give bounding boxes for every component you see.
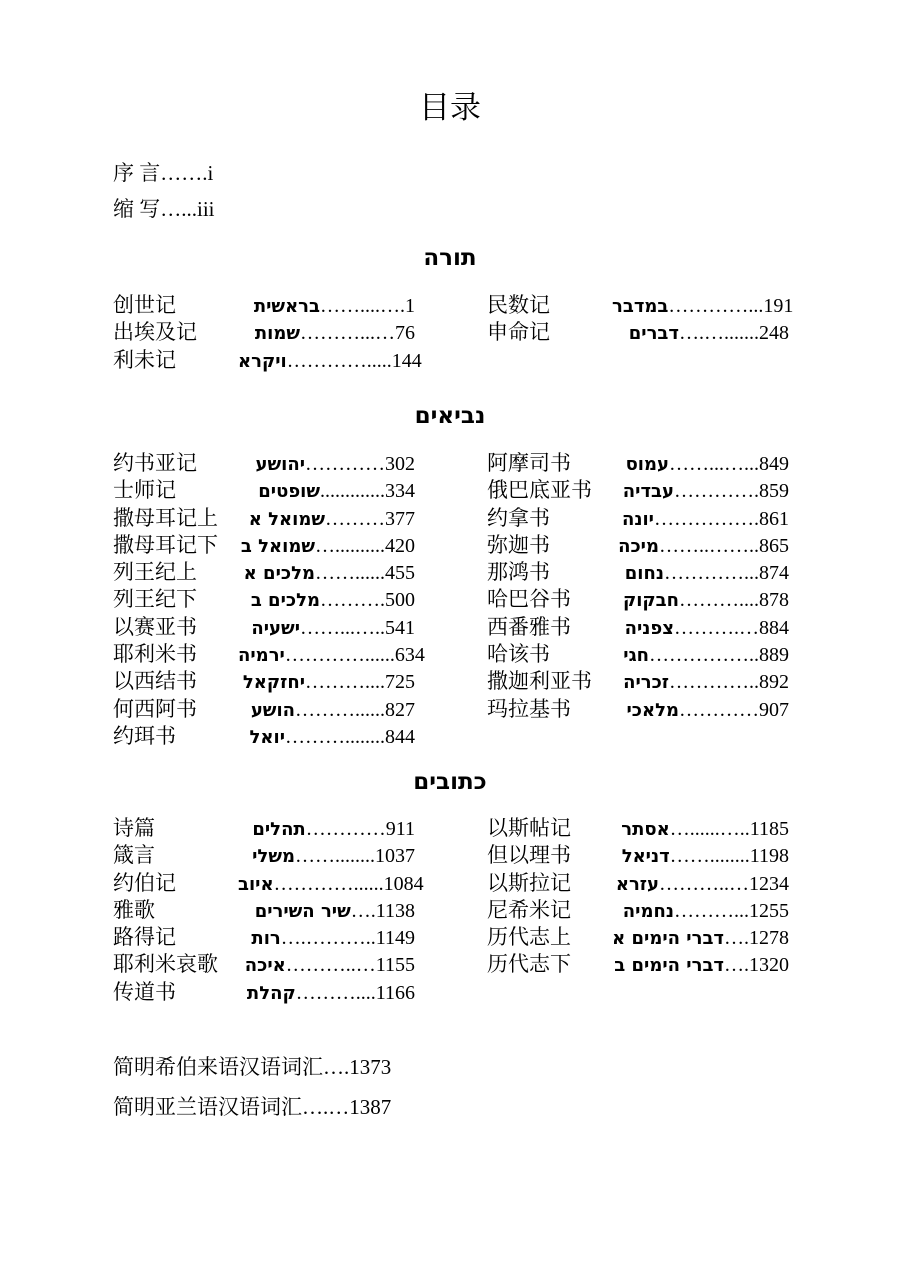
book-name-hebrew: שמואל א <box>248 508 325 530</box>
toc-entry[interactable] <box>113 641 425 668</box>
leader-dots: ……...….. <box>300 616 385 639</box>
book-name-chinese: 弥迦书 <box>487 532 550 557</box>
book-name-hebrew: מלאכי <box>626 699 679 721</box>
leader-dots: …......….. <box>669 818 750 840</box>
page-number: 334 <box>385 480 415 503</box>
page-number: 455 <box>385 562 415 585</box>
book-name-hebrew: איכה <box>244 955 286 977</box>
book-ref <box>623 586 789 614</box>
entry-label: 缩 写 <box>113 197 161 221</box>
toc-entry[interactable] <box>487 319 789 346</box>
book-name-chinese: 诗篇 <box>113 816 155 840</box>
page-number: 878 <box>759 589 789 612</box>
page-number: 1037 <box>375 845 415 868</box>
toc-entry[interactable] <box>487 696 789 723</box>
book-ref <box>612 924 789 952</box>
torah-left-column <box>113 292 422 374</box>
toc-entry[interactable] <box>487 897 789 924</box>
toc-entry[interactable] <box>113 668 415 695</box>
book-name-chinese: 利未记 <box>113 347 176 372</box>
page-number: 892 <box>759 671 789 694</box>
book-name-hebrew: דברי הימים ב <box>614 955 724 977</box>
book-name-chinese: 撒迦利亚书 <box>487 669 592 694</box>
toc-entry-hebrew-glossary[interactable] <box>113 1054 391 1080</box>
leader-dots: ………... <box>674 899 749 922</box>
book-name-hebrew: משלי <box>252 846 295 868</box>
book-name-chinese: 尼希米记 <box>487 897 571 922</box>
leader-dots: …………..... <box>286 349 392 372</box>
toc-entry[interactable] <box>487 477 789 504</box>
book-name-hebrew: דברים <box>628 323 679 345</box>
toc-entry[interactable] <box>113 477 415 504</box>
book-name-chinese: 雅歌 <box>113 897 155 922</box>
page-number: 1278 <box>749 927 789 950</box>
book-name-chinese: 创世记 <box>113 293 176 317</box>
book-ref <box>251 586 415 614</box>
leader-dots: ………… <box>305 453 385 475</box>
book-name-hebrew: יונה <box>621 508 654 530</box>
page-number: 1185 <box>749 818 789 840</box>
toc-entry[interactable] <box>113 897 415 924</box>
book-name-hebrew: יואל <box>249 726 285 748</box>
book-ref <box>245 951 415 979</box>
toc-entry[interactable] <box>487 842 789 869</box>
book-ref <box>251 696 415 724</box>
leader-dots: ……… <box>325 507 385 530</box>
toc-entry[interactable] <box>113 696 415 723</box>
toc-entry[interactable] <box>113 559 415 586</box>
toc-entry[interactable] <box>113 842 415 869</box>
entry-dots: …... <box>160 197 197 221</box>
page-number: 859 <box>759 480 789 503</box>
leader-dots: ……..…….. <box>659 534 759 557</box>
toc-entry[interactable] <box>113 870 424 897</box>
toc-entry[interactable] <box>113 614 415 641</box>
book-name-chinese: 路得记 <box>113 925 176 950</box>
neviim-right-column <box>487 450 789 723</box>
page-number: 1 <box>405 295 415 317</box>
toc-entry-abbreviations[interactable] <box>113 196 215 222</box>
page-number: 634 <box>394 644 425 667</box>
page-number: 884 <box>759 616 789 639</box>
book-name-chinese: 撒母耳记上 <box>113 505 218 530</box>
book-ref <box>251 924 415 952</box>
book-name-chinese: 以斯拉记 <box>487 870 571 895</box>
leader-dots: ……….... <box>295 981 376 1004</box>
page-number: 248 <box>759 322 789 345</box>
leader-dots: …………... <box>668 295 764 317</box>
book-name-chinese: 玛拉基书 <box>487 696 571 721</box>
book-ref <box>625 614 789 642</box>
book-name-hebrew: אסתר <box>621 819 670 840</box>
entry-dots: …. <box>323 1055 350 1079</box>
book-name-chinese: 以斯帖记 <box>487 816 571 840</box>
book-name-chinese: 列王纪下 <box>113 587 197 612</box>
page-number: 500 <box>385 589 415 612</box>
book-name-hebrew: יהושע <box>255 454 305 475</box>
book-ref <box>626 450 789 478</box>
book-name-hebrew: איוב <box>238 873 274 895</box>
page-number: 420 <box>385 534 415 557</box>
book-name-hebrew: רות <box>251 928 281 950</box>
book-name-hebrew: חבקוק <box>622 590 679 612</box>
leader-dots: ………. <box>320 589 385 612</box>
section-heading-torah: תורה <box>423 245 477 271</box>
entry-dots: ……. <box>160 161 208 185</box>
book-ref <box>238 641 425 669</box>
toc-entry[interactable] <box>113 505 415 532</box>
book-ref <box>250 723 415 751</box>
section-heading-ketuvim: כתובים <box>413 769 487 795</box>
book-name-chinese: 出埃及记 <box>113 320 197 345</box>
book-name-hebrew: שיר השירים <box>254 900 351 922</box>
book-name-chinese: 约拿书 <box>487 505 550 530</box>
toc-entry[interactable] <box>487 450 789 477</box>
book-ref <box>626 696 789 724</box>
toc-entry[interactable] <box>113 723 415 750</box>
book-name-hebrew: חגי <box>623 645 649 667</box>
book-name-chinese: 但以理书 <box>487 843 571 868</box>
book-ref <box>255 319 415 347</box>
entry-page: 1387 <box>349 1095 392 1119</box>
book-ref <box>629 319 789 347</box>
torah-right-column <box>487 292 794 347</box>
toc-entry[interactable] <box>113 292 415 319</box>
book-ref <box>616 870 789 898</box>
leader-dots: ……….... <box>305 671 385 694</box>
page-number: 191 <box>763 295 794 317</box>
book-name-hebrew: צפניה <box>624 617 674 639</box>
leader-dots: ……........ <box>669 845 750 868</box>
book-ref <box>614 951 789 979</box>
page-number: 861 <box>759 507 789 530</box>
ketuvim-right-column <box>487 815 789 979</box>
leader-dots: ….......... <box>315 534 385 557</box>
leader-dots: ………… <box>305 818 386 840</box>
book-name-hebrew: ויקרא <box>238 350 287 372</box>
toc-entry[interactable] <box>113 815 415 842</box>
page-number: 1255 <box>749 899 789 922</box>
book-name-chinese: 约珥书 <box>113 723 176 748</box>
leader-dots: ……....…. <box>320 295 405 317</box>
toc-entry[interactable] <box>113 450 415 477</box>
page-number: 907 <box>759 698 789 721</box>
book-name-chinese: 约书亚记 <box>113 451 197 475</box>
page-number: 1198 <box>749 845 789 868</box>
leader-dots: …. <box>724 954 749 977</box>
toc-entry[interactable] <box>113 586 415 613</box>
book-name-chinese: 哈该书 <box>487 642 550 667</box>
leader-dots: …………... <box>664 562 759 585</box>
book-name-chinese: 以西结书 <box>113 669 197 694</box>
page-number: 827 <box>385 698 415 721</box>
toc-entry[interactable] <box>487 951 789 978</box>
toc-entry[interactable] <box>487 586 789 613</box>
book-ref <box>247 979 415 1007</box>
book-name-chinese: 西番雅书 <box>487 614 571 639</box>
leader-dots: ……….... <box>679 589 759 612</box>
book-name-hebrew: עמוס <box>625 454 669 475</box>
book-name-hebrew: מלכים א <box>243 563 315 585</box>
book-name-chinese: 历代志上 <box>487 925 571 950</box>
book-name-hebrew: הושע <box>250 699 295 721</box>
book-ref <box>251 614 415 642</box>
book-name-hebrew: זכריה <box>623 672 669 694</box>
entry-page: iii <box>197 197 215 221</box>
page-number: 874 <box>759 562 789 585</box>
page-number: 76 <box>395 322 415 345</box>
page-number: 541 <box>385 616 415 639</box>
leader-dots: …………...... <box>284 644 395 667</box>
book-name-hebrew: דניאל <box>621 846 670 868</box>
book-ref <box>243 668 415 696</box>
leader-dots: ………….. <box>669 671 759 694</box>
book-ref <box>623 477 789 505</box>
book-name-hebrew: נחמיה <box>622 900 674 922</box>
book-name-chinese: 传道书 <box>113 979 176 1004</box>
leader-dots: ………........ <box>285 725 385 748</box>
book-name-hebrew: ירמיה <box>238 645 285 667</box>
book-name-chinese: 阿摩司书 <box>487 451 571 475</box>
book-name-hebrew: יחזקאל <box>242 672 305 694</box>
entry-dots: ….… <box>302 1095 350 1119</box>
page-number: 1234 <box>749 872 789 895</box>
page-number: 1084 <box>383 872 424 895</box>
page-number: 849 <box>759 453 789 475</box>
book-name-hebrew: דברי הימים א <box>612 928 724 950</box>
leader-dots: ……….… <box>674 616 759 639</box>
book-name-hebrew: עזרא <box>615 873 659 895</box>
toc-entry[interactable] <box>487 505 789 532</box>
leader-dots: ………...… <box>300 322 395 345</box>
toc-entry[interactable] <box>113 347 422 374</box>
book-name-hebrew: נחום <box>624 563 664 585</box>
book-name-chinese: 耶利米哀歌 <box>113 952 218 977</box>
toc-entry[interactable] <box>487 532 789 559</box>
book-name-hebrew: מלכים ב <box>250 590 320 612</box>
leader-dots: …. <box>724 927 749 950</box>
toc-entry[interactable] <box>487 614 789 641</box>
book-name-hebrew: בראשית <box>253 296 320 317</box>
entry-label: 简明亚兰语汉语词汇 <box>113 1095 302 1119</box>
book-ref <box>238 347 422 375</box>
book-ref <box>623 668 789 696</box>
book-name-hebrew: ישעיה <box>251 617 300 639</box>
leader-dots: ……...... <box>315 562 385 585</box>
leader-dots: ………..… <box>285 954 376 977</box>
book-ref <box>252 842 415 870</box>
leader-dots: ………… <box>679 698 759 721</box>
book-ref <box>625 559 789 587</box>
book-name-chinese: 俄巴底亚书 <box>487 478 592 503</box>
book-name-chinese: 耶利米书 <box>113 642 197 667</box>
leader-dots: ……...…... <box>669 453 759 475</box>
book-name-chinese: 列王纪上 <box>113 560 197 585</box>
book-ref <box>623 641 789 669</box>
book-name-chinese: 撒母耳记下 <box>113 532 218 557</box>
book-ref <box>254 292 415 320</box>
page-number: 911 <box>385 818 415 840</box>
toc-entry[interactable] <box>487 641 789 668</box>
toc-entry[interactable] <box>113 951 415 978</box>
book-name-chinese: 以赛亚书 <box>113 614 197 639</box>
leader-dots: ............. <box>320 480 385 503</box>
leader-dots: ………...... <box>295 698 385 721</box>
book-name-hebrew: שמות <box>254 323 300 345</box>
leader-dots: ………..… <box>659 872 749 895</box>
leader-dots: ……........ <box>295 845 375 868</box>
page-number: 844 <box>385 725 415 748</box>
toc-entry[interactable] <box>487 668 789 695</box>
book-name-chinese: 哈巴谷书 <box>487 587 571 612</box>
page-number: 865 <box>759 534 789 557</box>
leader-dots: ……………. <box>654 507 759 530</box>
book-name-chinese: 士师记 <box>113 478 176 503</box>
toc-entry[interactable] <box>113 532 415 559</box>
page-number: 1166 <box>375 981 415 1004</box>
section-heading-neviim: נביאים <box>414 403 486 429</box>
book-name-chinese: 箴言 <box>113 843 155 868</box>
toc-entry[interactable] <box>113 924 415 951</box>
book-name-chinese: 民数记 <box>487 293 550 317</box>
toc-entry[interactable] <box>487 815 789 842</box>
leader-dots: …. <box>350 899 376 922</box>
toc-entry[interactable] <box>487 870 789 897</box>
toc-entry[interactable] <box>487 292 794 319</box>
leader-dots: ….…....... <box>679 322 759 345</box>
entry-page: i <box>207 161 214 185</box>
book-name-chinese: 申命记 <box>487 320 550 345</box>
book-name-hebrew: קהלת <box>246 982 296 1004</box>
page-number: 1149 <box>375 927 415 950</box>
leader-dots: …………….. <box>649 644 759 667</box>
book-name-chinese: 何西阿书 <box>113 696 197 721</box>
neviim-left-column <box>113 450 425 750</box>
book-ref <box>618 532 789 560</box>
toc-entry[interactable] <box>487 559 789 586</box>
book-name-hebrew: תהלים <box>252 819 306 840</box>
ketuvim-left-column <box>113 815 424 1006</box>
page-number: 1155 <box>375 954 415 977</box>
entry-label: 序 言 <box>113 161 161 185</box>
page-title: 目录 <box>419 90 481 125</box>
page-number: 725 <box>385 671 415 694</box>
book-ref <box>241 532 415 560</box>
book-name-chinese: 约伯记 <box>113 870 176 895</box>
book-ref <box>622 505 789 533</box>
book-ref <box>238 870 424 898</box>
entry-label: 简明希伯来语汉语词汇 <box>113 1055 323 1079</box>
page-number: 144 <box>391 349 422 372</box>
toc-entry[interactable] <box>113 979 415 1006</box>
book-ref <box>612 292 793 320</box>
page-number: 1320 <box>749 954 789 977</box>
leader-dots: …………...... <box>273 872 384 895</box>
book-name-hebrew: שמואל ב <box>240 535 315 557</box>
book-name-hebrew: עבדיה <box>622 481 674 503</box>
toc-entry-aramaic-glossary[interactable] <box>113 1094 391 1120</box>
book-ref <box>244 559 415 587</box>
book-name-hebrew: שופטים <box>258 481 320 503</box>
page-number: 302 <box>385 453 415 475</box>
book-ref <box>256 450 415 478</box>
book-ref <box>252 815 415 843</box>
book-ref <box>622 842 789 870</box>
book-ref <box>623 897 789 925</box>
leader-dots: …………. <box>674 480 759 503</box>
leader-dots: ….……….. <box>280 927 376 950</box>
book-name-hebrew: במדבר <box>612 296 669 317</box>
book-name-chinese: 历代志下 <box>487 952 571 977</box>
page-number: 889 <box>759 644 789 667</box>
toc-entry-preface[interactable] <box>113 160 213 186</box>
toc-entry[interactable] <box>113 319 415 346</box>
book-ref <box>621 815 789 843</box>
entry-page: 1373 <box>349 1055 392 1079</box>
book-ref <box>258 477 415 505</box>
page-number: 1138 <box>375 899 415 922</box>
book-name-hebrew: מיכה <box>618 535 659 557</box>
page-number: 377 <box>385 507 415 530</box>
book-ref <box>255 897 415 925</box>
toc-entry[interactable] <box>487 924 789 951</box>
book-name-chinese: 那鸿书 <box>487 560 550 585</box>
book-ref <box>249 505 415 533</box>
